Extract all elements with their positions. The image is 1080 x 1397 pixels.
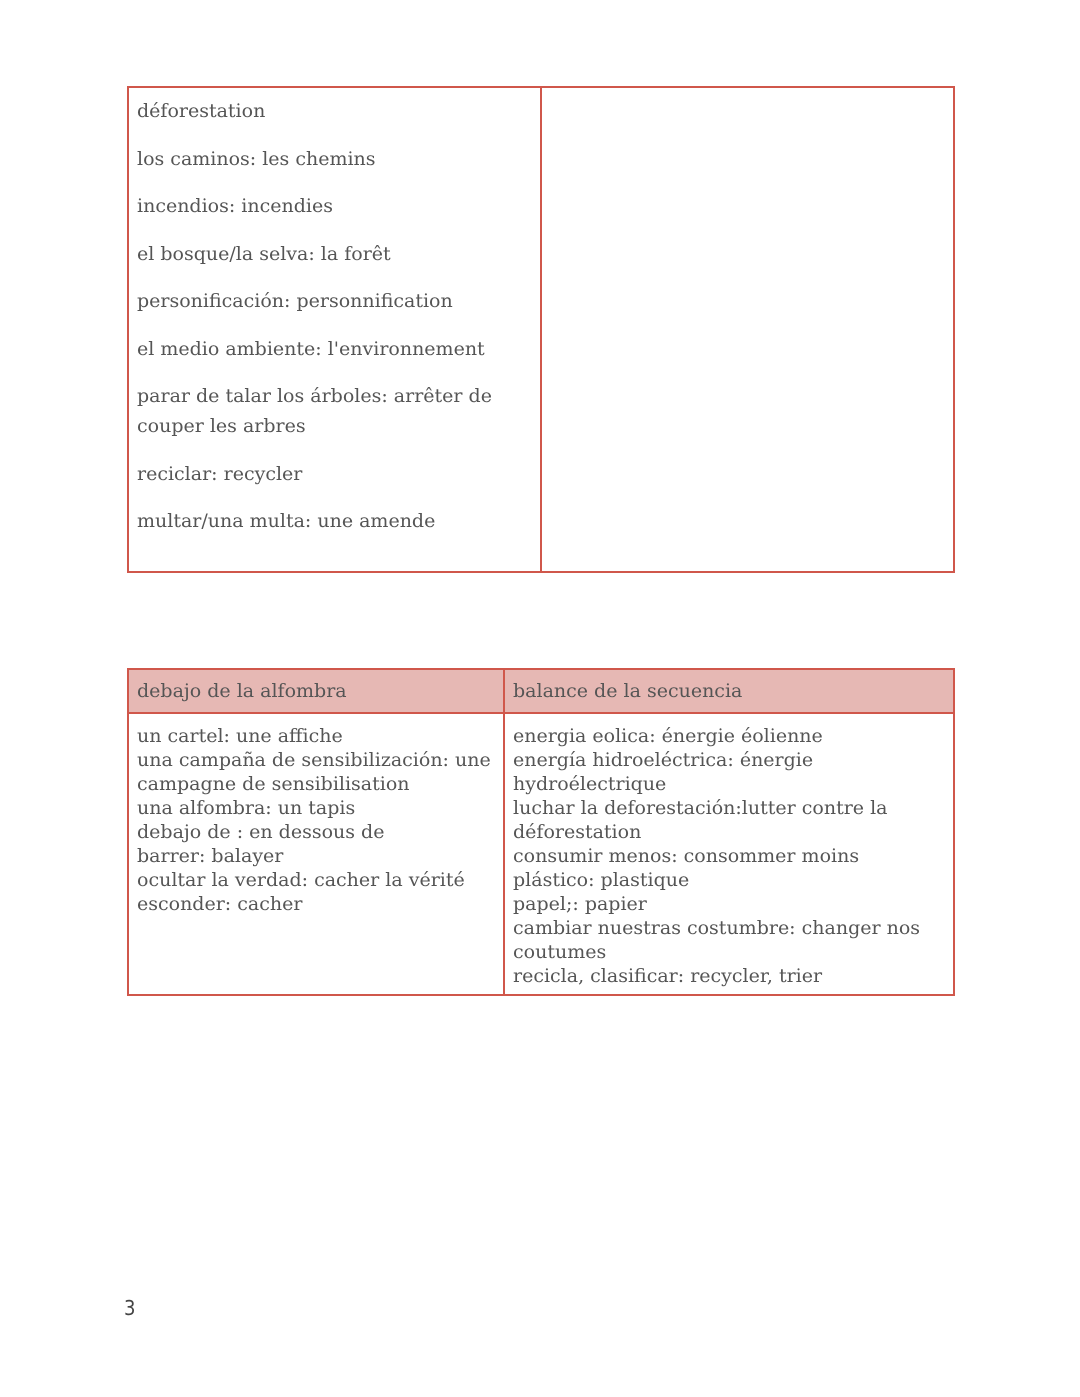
list-item: papel;: papier (513, 893, 647, 915)
list-item: ocultar la verdad: cacher la vérité (137, 869, 465, 891)
list-item: debajo de : en dessous de (137, 821, 385, 843)
list-item: energia eolica: énergie éolienne (513, 725, 823, 747)
vocab-item: los caminos: les chemins (137, 147, 376, 170)
list-item: barrer: balayer (137, 845, 284, 867)
list-item: una campaña de sensibilización: une (137, 749, 491, 771)
vocab-item: parar de talar los árboles: arrêter de couper les arbres (137, 385, 492, 437)
list-item: campagne de sensibilisation (137, 773, 410, 795)
vocab-item: multar/una multa: une amende (137, 510, 436, 532)
header-debajo-de-la-alfombra: debajo de la alfombra (129, 670, 505, 712)
vocab-item: personificación: personnification (137, 290, 453, 312)
vocab-item: reciclar: recycler (137, 462, 303, 485)
table1-left-column (129, 88, 542, 571)
vocab-item: déforestation (137, 100, 266, 122)
table2-body-row (129, 714, 953, 994)
table2-header-row (129, 670, 953, 714)
table2-right-cell (505, 714, 953, 994)
list-item: recicla, clasificar: recycler, trier (513, 965, 823, 987)
vocab-item: incendios: incendies (137, 195, 333, 217)
list-item: coutumes (513, 941, 607, 963)
vocab-item: el bosque/la selva: la forêt (137, 242, 391, 265)
list-item: una alfombra: un tapis (137, 797, 356, 819)
list-item: déforestation (513, 821, 642, 843)
vocab-item: el medio ambiente: l'environnement (137, 337, 485, 360)
list-item: cambiar nuestras costumbre: changer nos (513, 917, 921, 939)
list-item: plástico: plastique (513, 869, 690, 891)
table2-left-cell (129, 714, 505, 994)
page-number: 3 (124, 1296, 136, 1320)
list-item: energía hidroeléctrica: énergie (513, 749, 814, 771)
list-item: hydroélectrique (513, 773, 667, 795)
list-item: luchar la deforestación:lutter contre la (513, 797, 888, 819)
table1-right-column-empty (542, 88, 953, 571)
list-item: un cartel: une affiche (137, 725, 343, 747)
vocabulary-table-1 (127, 86, 955, 573)
list-item: esconder: cacher (137, 893, 303, 915)
list-item: consumir menos: consommer moins (513, 845, 860, 867)
header-balance-de-la-secuencia: balance de la secuencia (513, 680, 743, 702)
vocabulary-table-2 (127, 668, 955, 996)
